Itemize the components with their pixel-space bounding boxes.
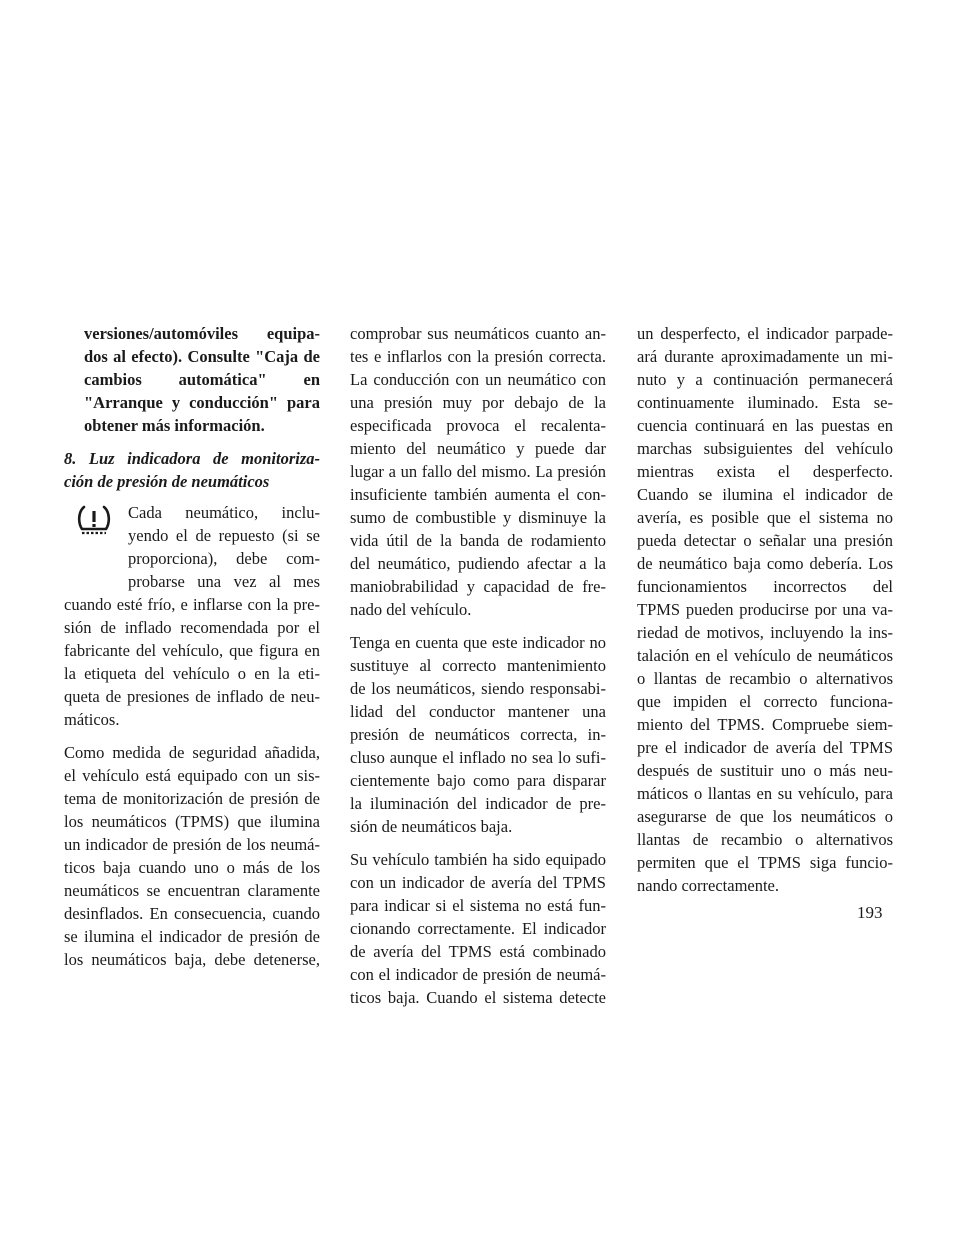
text-line: de los neumáticos, siendo responsabi- — [350, 679, 606, 698]
text-line: sión de neumáticos baja. — [350, 817, 513, 836]
text-line: los neumáticos baja, debe detenerse, — [64, 950, 320, 969]
text-line: avería, es posible que el sistema no — [637, 508, 893, 527]
text-line: obtener más información. — [84, 416, 265, 435]
text-line: marchas subsiguientes del vehículo — [637, 439, 893, 458]
text-line: queta de presiones de inflado de neu- — [64, 687, 320, 706]
text-line: versiones/automóviles equipa- — [84, 324, 320, 343]
text-line: Tenga en cuenta que este indicador no — [350, 633, 606, 652]
paragraph — [350, 322, 606, 621]
text-line: tes e inflarlos con la presión correcta. — [350, 347, 606, 366]
text-line: el vehículo está equipado con un sis- — [64, 766, 320, 785]
text-line: fabricante del vehículo, que figura en — [64, 641, 320, 660]
text-line: con un indicador de avería del TPMS — [350, 873, 606, 892]
text-line: miento del TPMS. Compruebe siem- — [637, 715, 893, 734]
text-line: asegurarse de que los neumáticos o — [637, 807, 893, 826]
text-line: mientras exista el desperfecto. — [637, 462, 893, 481]
bold-note — [64, 322, 320, 437]
page-number: 193 — [857, 903, 883, 922]
text-line: Cuando se ilumina el indicador de — [637, 485, 893, 504]
paragraph — [637, 322, 893, 897]
text-line: dos al efecto). Consulte "Caja de — [84, 347, 320, 366]
text-line: con el indicador de presión de neumá- — [350, 965, 606, 984]
paragraph — [350, 631, 606, 838]
text-line: para indicar si el sistema no está fun- — [350, 896, 606, 915]
text-line: de neumático baja como debería. Los — [637, 554, 893, 573]
text-line: miento del neumático y puede dar — [350, 439, 606, 458]
text-line: después de sustituir uno o más neu- — [637, 761, 893, 780]
text-line: desinflados. En consecuencia, cuando — [64, 904, 320, 923]
text-line: Como medida de seguridad añadida, — [64, 743, 320, 762]
text-line: yendo el de repuesto (si se — [128, 526, 320, 545]
text-line: de avería del TPMS está combinado — [350, 942, 606, 961]
text-line: "Arranque y conducción" para — [84, 393, 320, 412]
text-line: comprobar sus neumáticos cuanto an- — [350, 324, 606, 343]
heading-line: ción de presión de neumáticos — [64, 472, 270, 491]
text-line: que impiden el correcto funciona- — [637, 692, 893, 711]
paragraph — [64, 741, 320, 971]
text-line: permiten que el TPMS siga funcio- — [637, 853, 893, 872]
text-line: continuamente iluminado. Esta se- — [637, 393, 893, 412]
text-line: se ilumina el indicador de presión de — [64, 927, 320, 946]
column-1 — [64, 322, 320, 971]
heading-line: 8. Luz indicadora de monitoriza- — [64, 449, 320, 468]
paragraph — [64, 501, 320, 731]
text-line: cluso aunque el inflado no sea lo sufi- — [350, 748, 606, 767]
text-line: los neumáticos (TPMS) que ilumina — [64, 812, 320, 831]
text-line: vida útil de la banda de rodamiento — [350, 531, 606, 550]
text-line: TPMS pueden producirse por una va- — [637, 600, 893, 619]
text-line: máticos. — [64, 710, 120, 729]
text-line: cuencia continuará en las puestas en — [637, 416, 893, 435]
text-line: nando correctamente. — [637, 876, 780, 895]
text-line: ará durante aproximadamente un mi- — [637, 347, 893, 366]
text-line: ticos baja cuando uno o más de los — [64, 858, 320, 877]
text-line: presión de neumáticos correcta, in- — [350, 725, 606, 744]
paragraph — [350, 848, 606, 1009]
text-line: pre el indicador de avería del TPMS — [637, 738, 893, 757]
text-line: o llantas de recambio o alternativos — [637, 669, 893, 688]
tpms-warning-icon — [76, 505, 112, 537]
text-line: cambios automática" en — [84, 370, 320, 389]
text-line: maniobrabilidad y capacidad de fre- — [350, 577, 606, 596]
text-line: probarse una vez al mes — [128, 572, 320, 591]
text-line: especificada provoca el recalenta- — [350, 416, 606, 435]
text-line: funcionamientos incorrectos del — [637, 577, 893, 596]
column-3 — [637, 322, 893, 897]
column-2 — [350, 322, 606, 1009]
text-line: sustituye al correcto mantenimiento — [350, 656, 606, 675]
text-line: sión de inflado recomendada por el — [64, 618, 320, 637]
text-line: Cada neumático, inclu- — [128, 503, 320, 522]
text-line: llantas de recambio o alternativos — [637, 830, 893, 849]
text-line: pueda detectar o señalar una presión — [637, 531, 893, 550]
text-line: lugar a un fallo del mismo. La presión — [350, 462, 606, 481]
text-line: cuando esté frío, e inflarse con la pre- — [64, 595, 320, 614]
text-line: talación en el vehículo de neumáticos — [637, 646, 893, 665]
text-line: del neumático, pudiendo afectar a la — [350, 554, 606, 573]
section-heading — [64, 447, 320, 493]
text-line: un indicador de presión de los neumá- — [64, 835, 320, 854]
text-line: ticos baja. Cuando el sistema detecte — [350, 988, 606, 1007]
text-line: tema de monitorización de presión de — [64, 789, 320, 808]
text-line: La conducción con un neumático con — [350, 370, 606, 389]
text-line: neumáticos se encuentran claramente — [64, 881, 320, 900]
text-line: Su vehículo también ha sido equipado — [350, 850, 606, 869]
text-line: una presión muy por debajo de la — [350, 393, 606, 412]
text-line: nuto y a continuación permanecerá — [637, 370, 893, 389]
text-line: máticos o llantas en su vehículo, para — [637, 784, 893, 803]
text-line: proporciona), debe com- — [128, 549, 320, 568]
text-line: riedad de motivos, incluyendo la ins- — [637, 623, 893, 642]
text-line: nado del vehículo. — [350, 600, 472, 619]
text-line: insuficiente también aumenta el con- — [350, 485, 606, 504]
text-line: lidad del conductor mantener una — [350, 702, 606, 721]
text-line: la etiqueta del vehículo o en la eti- — [64, 664, 320, 683]
text-line: cientemente bajo como para disparar — [350, 771, 606, 790]
text-line: un desperfecto, el indicador parpade- — [637, 324, 893, 343]
text-line: la iluminación del indicador de pre- — [350, 794, 606, 813]
text-line: sumo de combustible y disminuye la — [350, 508, 606, 527]
text-line: cionando correctamente. El indicador — [350, 919, 606, 938]
